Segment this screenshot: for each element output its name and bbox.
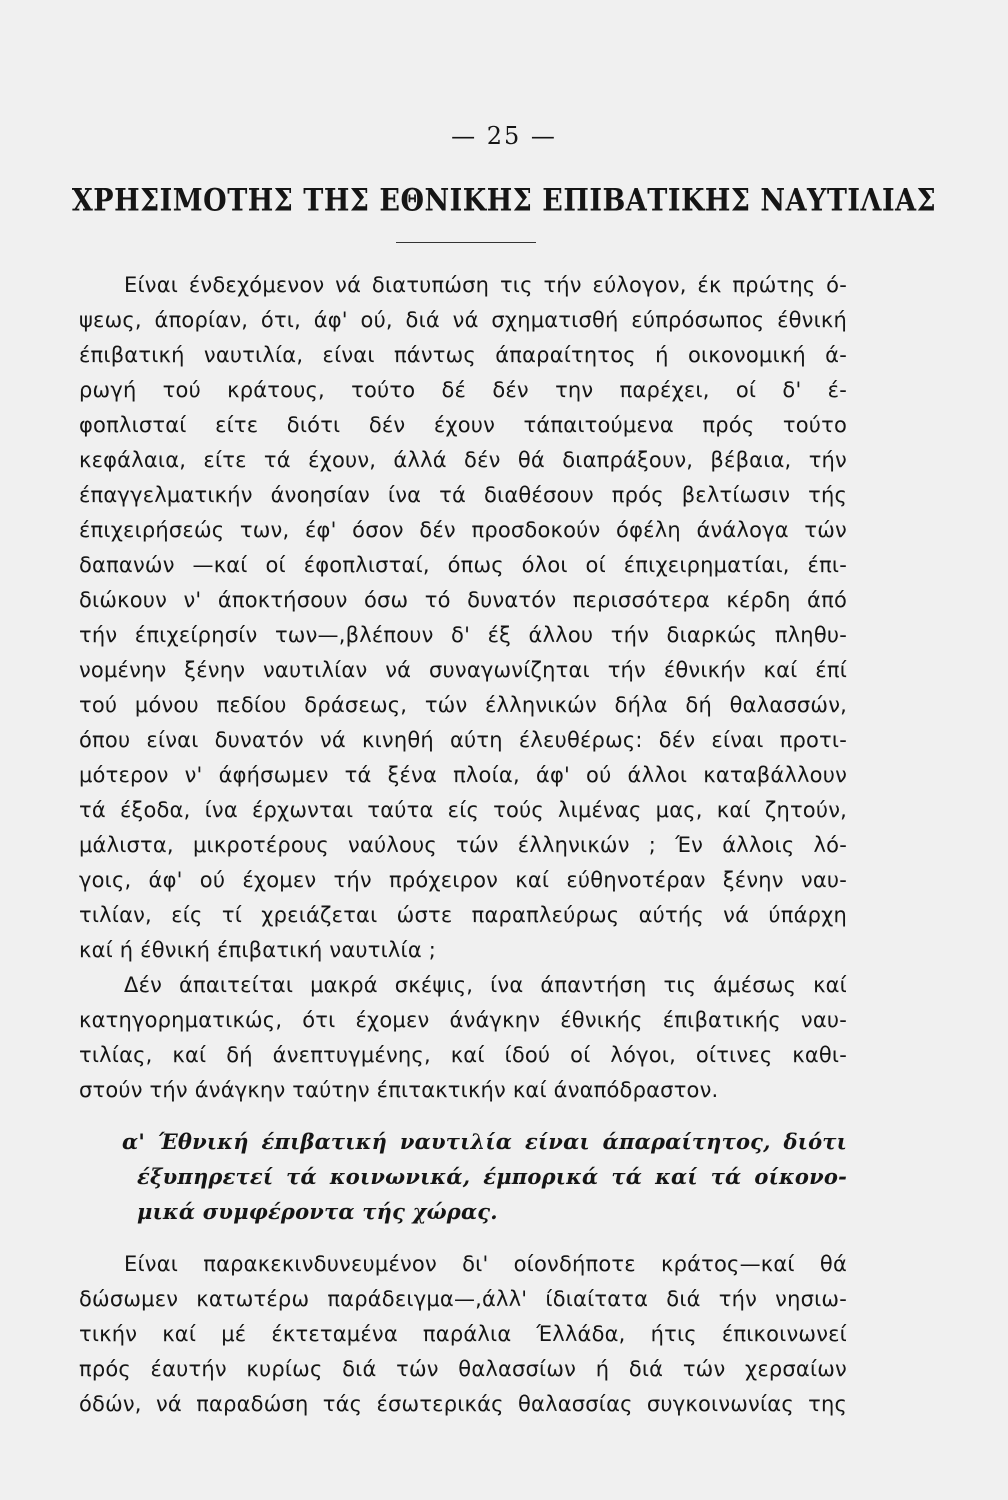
- paragraph-line: φοπλισταί είτε διότι δέν έχουν τάπαιτούμενα πρός τούτο: [79, 413, 847, 437]
- paragraph-line: νομένην ξένην ναυτιλίαν νά συναγωνίζηται τήν έθνικήν καί έπί: [79, 658, 847, 682]
- paragraph-line: πρός έαυτήν κυρίως διά τών θαλασσίων ή διά τών χερσαίων: [79, 1357, 847, 1381]
- paragraph-line: όδών, νά παραδώση τάς έσωτερικάς θαλασσίας συγκοινωνίας της: [79, 1392, 847, 1416]
- paragraph-line: καί ή έθνική έπιβατική ναυτιλία ;: [79, 938, 437, 962]
- paragraph-line: έπιχειρήσεώς των, έφ' όσον δέν προσδοκούν όφέλη άνάλογα τών: [79, 518, 847, 542]
- heading-divider: [396, 242, 536, 243]
- section-subheading-line: α' Έθνική έπιβατική ναυτιλία είναι άπαραίτητος, διότι: [122, 1129, 847, 1154]
- paragraph-line: Δέν άπαιτείται μακρά σκέψις, ίνα άπαντήση τις άμέσως καί: [124, 973, 847, 997]
- paragraph-line: τικήν καί μέ έκτεταμένα παράλια Έλλάδα, ήτις έπικοινωνεί: [79, 1322, 847, 1346]
- paragraph-line: διώκουν ν' άποκτήσουν όσω τό δυνατόν περισσότερα κέρδη άπό: [79, 588, 847, 612]
- page-number: — 25 —: [451, 122, 557, 150]
- paragraph-line: ψεως, άπορίαν, ότι, άφ' ού, διά νά σχηματισθή εύπρόσωπος έθνική: [79, 308, 847, 332]
- paragraph-line: μάλιστα, μικροτέρους ναύλους τών έλληνικών ; Έν άλλοις λό-: [79, 833, 847, 857]
- paragraph-line: τιλίαν, είς τί χρειάζεται ώστε παραπλεύρως αύτής νά ύπάρχη: [79, 903, 847, 927]
- paragraph-line: όπου είναι δυνατόν νά κινηθή αύτη έλευθέρως: δέν είναι προτι-: [79, 728, 847, 752]
- paragraph-line: τά έξοδα, ίνα έρχωνται ταύτα είς τούς λιμένας μας, καί ζητούν,: [79, 798, 847, 822]
- paragraph-line: γοις, άφ' ού έχομεν τήν πρόχειρον καί εύθηνοτέραν ξένην ναυ-: [79, 868, 847, 892]
- paragraph-line: δώσωμεν κατωτέρω παράδειγμα—,άλλ' ίδιαίτατα διά τήν νησιω-: [79, 1287, 847, 1311]
- paragraph-line: τιλίας, καί δή άνεπτυγμένης, καί ίδού οί λόγοι, οίτινες καθι-: [79, 1043, 847, 1067]
- paragraph-line: Είναι ένδεχόμενον νά διατυπώση τις τήν εύλογον, έκ πρώτης ό-: [124, 273, 847, 297]
- paragraph-line: δαπανών —καί οί έφοπλισταί, όπως όλοι οί έπιχειρηματίαι, έπι-: [79, 553, 847, 577]
- paragraph-line: έπαγγελματικήν άνοησίαν ίνα τά διαθέσουν πρός βελτίωσιν τής: [79, 483, 847, 507]
- paragraph-line: μότερον ν' άφήσωμεν τά ξένα πλοία, άφ' ού άλλοι καταβάλλουν: [79, 763, 847, 787]
- section-subheading-line: μικά συμφέροντα τής χώρας.: [137, 1199, 498, 1224]
- paragraph-line: τήν έπιχείρησίν των—,βλέπουν δ' έξ άλλου τήν διαρκώς πληθυ-: [79, 623, 847, 647]
- paragraph-line: ρωγή τού κράτους, τούτο δέ δέν την παρέχει, οί δ' έ-: [79, 378, 847, 402]
- paragraph-line: έπιβατική ναυτιλία, είναι πάντως άπαραίτητος ή οικονομική ά-: [79, 343, 847, 367]
- paragraph-line: κεφάλαια, είτε τά έχουν, άλλά δέν θά διαπράξουν, βέβαια, τήν: [79, 448, 847, 472]
- paragraph-line: στούν τήν άνάγκην ταύτην έπιτακτικήν καί άναπόδραστον.: [79, 1078, 719, 1102]
- chapter-heading: ΧΡΗΣΙΜΟΤΗΣ ΤΗΣ ΕΘΝΙΚΗΣ ΕΠΙΒΑΤΙΚΗΣ ΝΑΥΤΙΛΙΑΣ: [71, 183, 937, 219]
- paragraph-line: Είναι παρακεκινδυνευμένον δι' οίονδήποτε κράτος—καί θά: [124, 1252, 847, 1276]
- paragraph-line: κατηγορηματικώς, ότι έχομεν άνάγκην έθνικής έπιβατικής ναυ-: [79, 1008, 847, 1032]
- paragraph-line: τού μόνου πεδίου δράσεως, τών έλληνικών δήλα δή θαλασσών,: [79, 693, 847, 717]
- section-subheading-line: έξυπηρετεί τά κοινωνικά, έμπορικά τά καί τά οίκονο-: [137, 1164, 847, 1189]
